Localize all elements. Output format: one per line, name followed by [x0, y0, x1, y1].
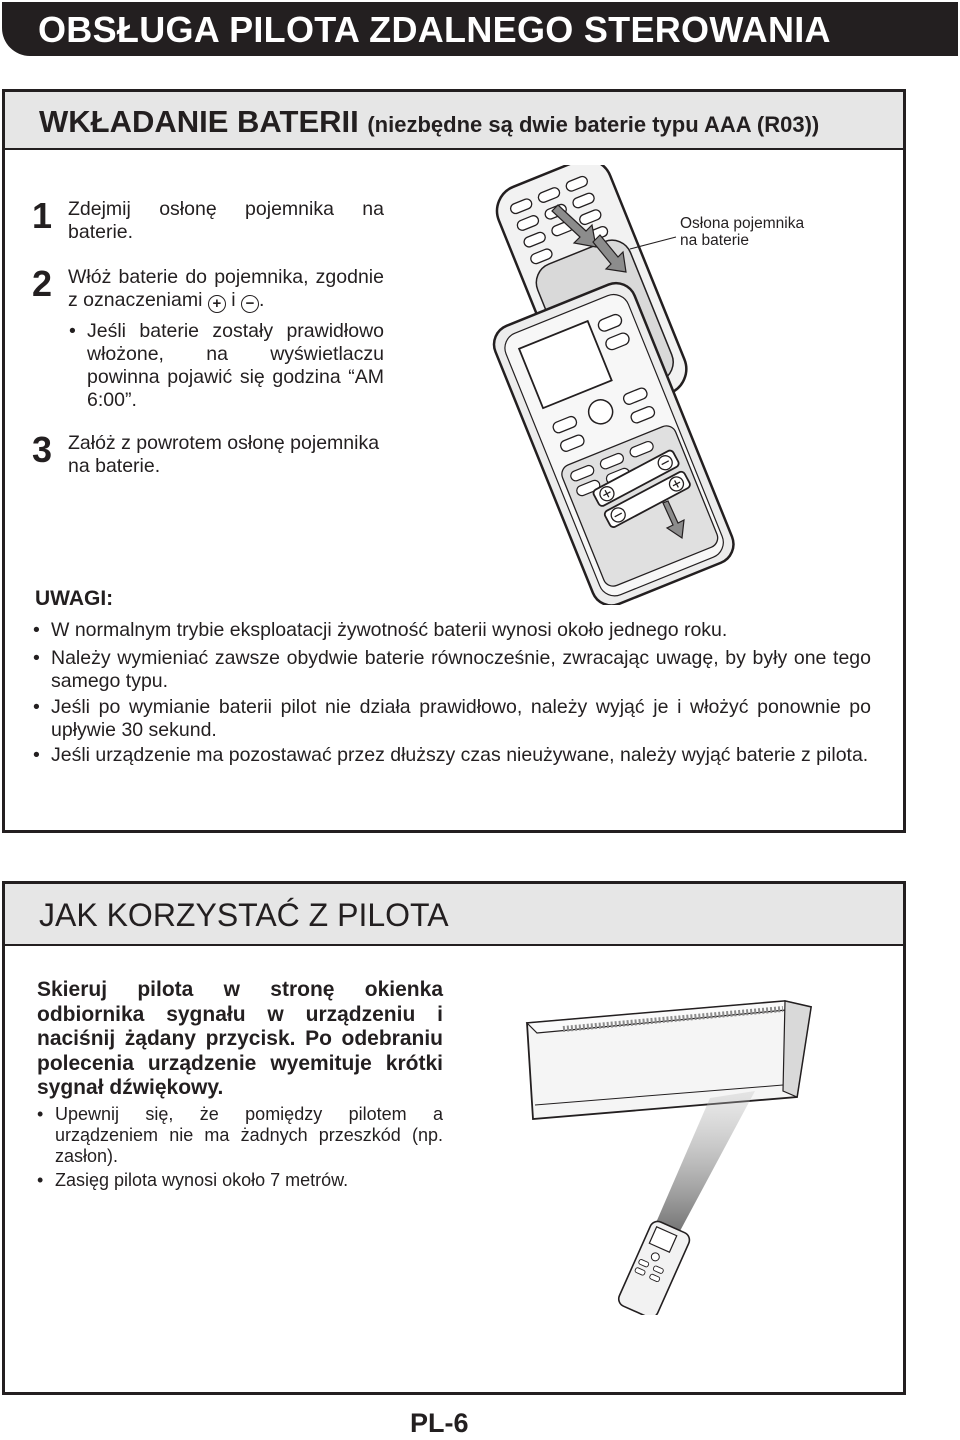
step-1-text: Zdejmij osłonę pojemnika na baterie.	[68, 198, 384, 243]
step-1-number: 1	[32, 195, 53, 236]
usage-section-header	[5, 884, 903, 946]
note-item: • Jeśli urządzenie ma pozostawać przez dłuższy czas nieużywane, należy wyjąć baterie z pilota.	[51, 744, 871, 767]
battery-cover-callout: Osłona pojemnika na baterie	[680, 215, 805, 249]
remote-battery-illustration	[440, 165, 750, 605]
minus-symbol-icon: −	[241, 295, 259, 313]
page-title-bar	[2, 2, 958, 56]
step-3-number: 3	[32, 429, 53, 470]
aircon-remote-illustration	[515, 995, 835, 1315]
note-item: • W normalnym trybie eksploatacji żywotność baterii wynosi około jednego roku.	[51, 619, 871, 642]
handheld-remote-illustration	[616, 1219, 692, 1315]
page-title: OBSŁUGA PILOTA ZDALNEGO STEROWANIA	[38, 9, 831, 50]
battery-section-header	[5, 92, 903, 150]
remote-body-illustration	[488, 277, 739, 605]
air-conditioner-illustration	[527, 1001, 811, 1119]
usage-bullet: • Zasięg pilota wynosi około 7 metrów.	[55, 1170, 443, 1191]
note-item: • Jeśli po wymianie baterii pilot nie działa prawidłowo, należy wyjąć je i włożyć ponownie po upływie 30 sekund.	[51, 696, 871, 742]
plus-symbol-icon: +	[208, 295, 226, 313]
usage-bullet: • Upewnij się, że pomiędzy pilotem a urządzeniem nie ma żadnych przeszkód (np. zasłon).	[55, 1104, 443, 1167]
step-3-text: Załóż z powrotem osłonę pojemnika na baterie.	[68, 432, 380, 477]
page-number: PL-6	[410, 1408, 469, 1438]
step-2-text: Włóż baterie do pojemnika, zgodnie z oznaczeniami + i − .	[68, 266, 384, 312]
note-item: • Należy wymieniać zawsze obydwie baterie równocześnie, zwracając uwagę, by były one tego samego typu.	[51, 647, 871, 693]
signal-beam-illustration	[655, 1091, 755, 1231]
step-2-number: 2	[32, 263, 53, 304]
battery-section-title: WKŁADANIE BATERII (niezbędne są dwie baterie typu AAA (R03))	[39, 104, 820, 139]
battery-section-subtitle: (niezbędne są dwie baterie typu AAA (R03))	[367, 112, 820, 137]
step-2-bullet: • Jeśli baterie zostały prawidłowo włożone, na wyświetlaczu powinna pojawić się godzina “AM 6:00”.	[69, 320, 384, 411]
usage-section-title: JAK KORZYSTAĆ Z PILOTA	[39, 897, 449, 933]
usage-instruction: Skieruj pilota w stronę okienka odbiornika sygnału w urządzeniu i naciśnij żądany przycisk. Po odebraniu polecenia urządzenie wyemituje krótki sygnał dźwiękowy.	[37, 978, 443, 1099]
notes-title: UWAGI:	[35, 587, 114, 610]
